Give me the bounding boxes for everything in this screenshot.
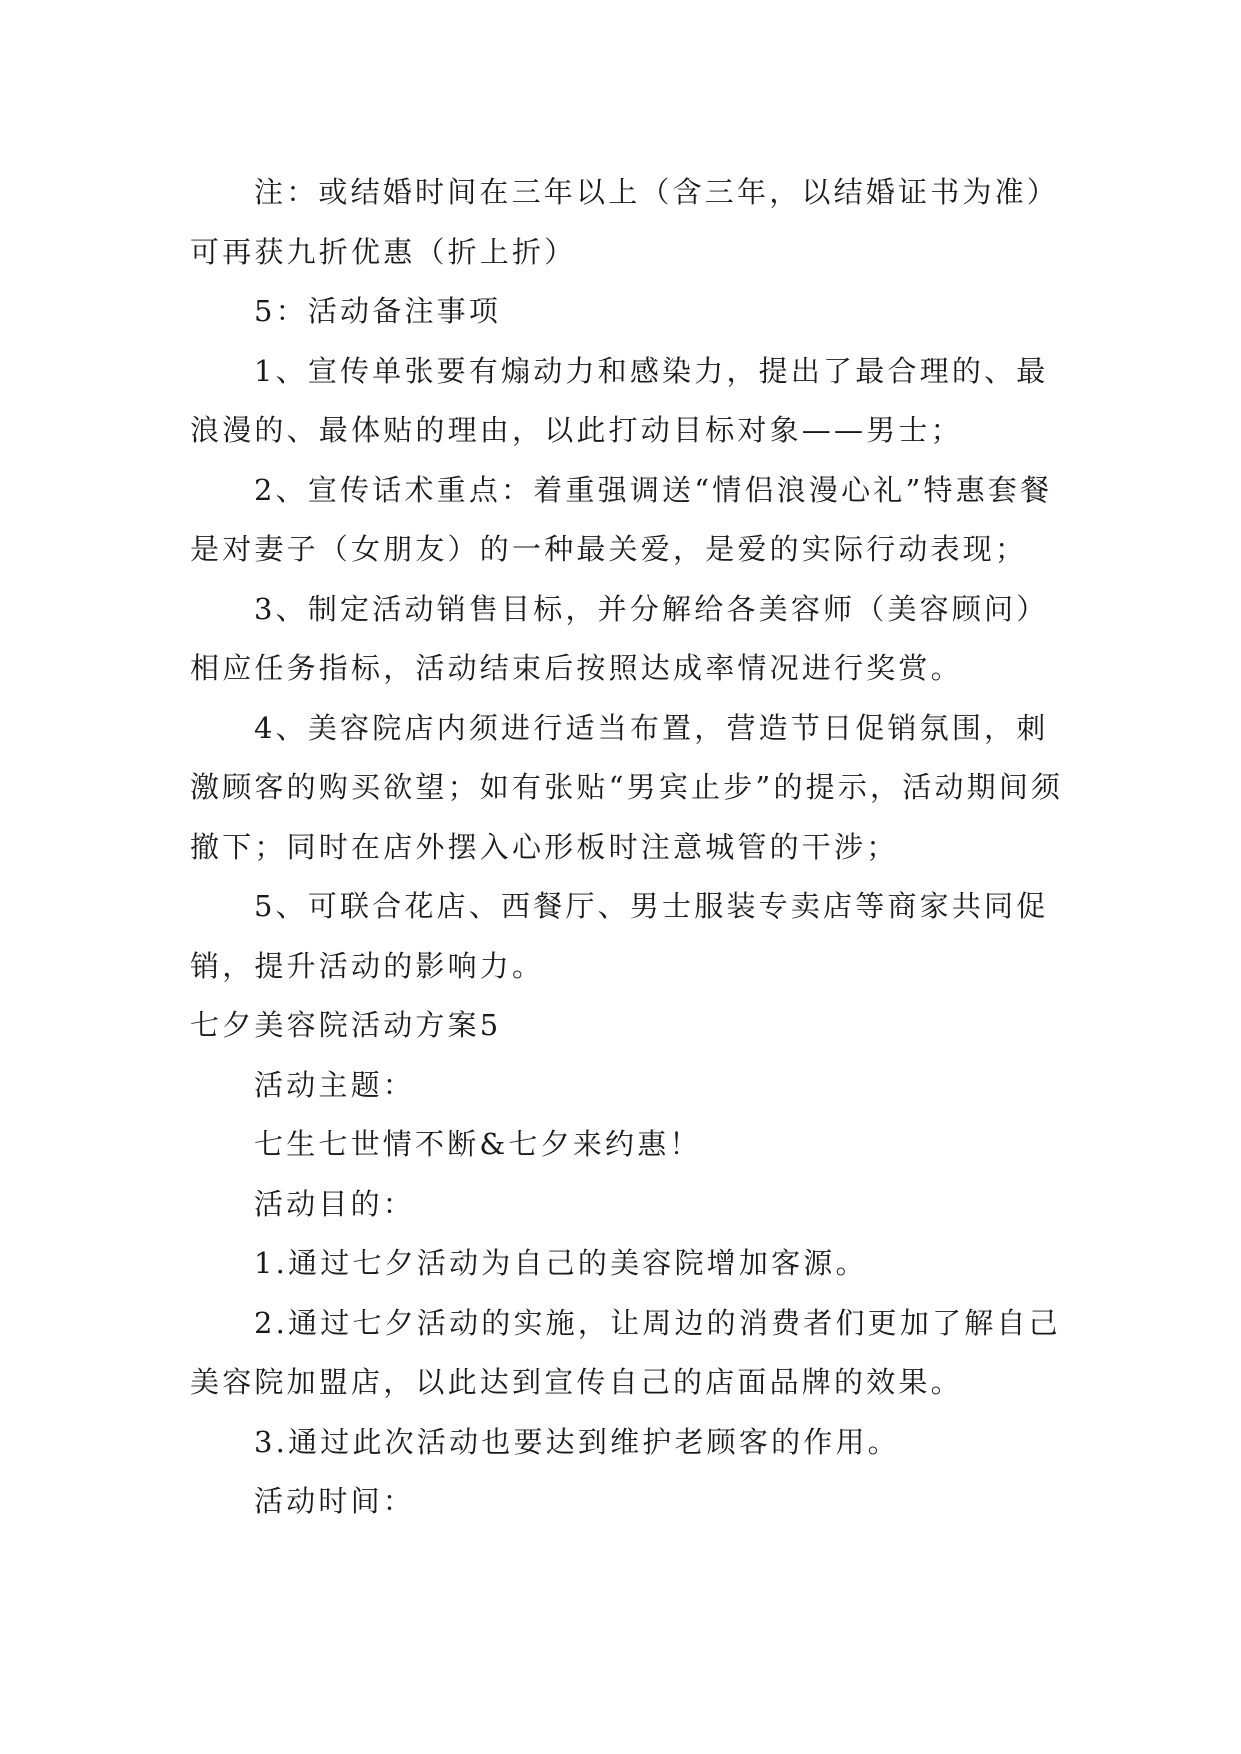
- note-item-5: 5、可联合花店、西餐厅、男士服装专卖店等商家共同促销，提升活动的影响力。: [190, 889, 1049, 983]
- plan-title: 七夕美容院活动方案5: [190, 1008, 502, 1042]
- section-heading-notes: 5：活动备注事项: [254, 294, 502, 328]
- note-item-1: 1、宣传单张要有煽动力和感染力，提出了最合理的、最浪漫的、最体贴的理由，以此打动目标对象——男士；: [190, 353, 1049, 447]
- purpose-item-2: 2.通过七夕活动的实施，让周边的消费者们更加了解自己美容院加盟店，以此达到宣传自己的店面品牌的效果。: [190, 1305, 1061, 1399]
- purpose-item-3: 3.通过此次活动也要达到维护老顾客的作用。: [254, 1424, 900, 1459]
- time-label: 活动时间：: [254, 1484, 416, 1518]
- note-item-3: 3、制定活动销售目标，并分解给各美容师（美容顾问）相应任务指标，活动结束后按照达成率情况进行奖赏。: [190, 591, 1049, 685]
- note-marriage-discount: 注：或结婚时间在三年以上（含三年，以结婚证书为准）可再获九折优惠（折上折）: [190, 175, 1060, 269]
- note-item-2: 2、宣传话术重点：着重强调送“情侣浪漫心礼”特惠套餐是对妻子（女朋友）的一种最关爱，是爱的实际行动表现；: [190, 472, 1053, 566]
- theme-label: 活动主题：: [254, 1067, 416, 1102]
- purpose-item-1: 1.通过七夕活动为自己的美容院增加客源。: [254, 1246, 868, 1280]
- theme-text: 七生七世情不断&七夕来约惠！: [254, 1127, 702, 1161]
- purpose-label: 活动目的：: [254, 1186, 416, 1221]
- note-item-4: 4、美容院店内须进行适当布置，营造节日促销氛围，刺激顾客的购买欲望；如有张贴“男宾止步”的提示，活动期间须撤下；同时在店外摆入心形板时注意城管的干涉；: [190, 710, 1064, 864]
- document-body: [190, 163, 1070, 1532]
